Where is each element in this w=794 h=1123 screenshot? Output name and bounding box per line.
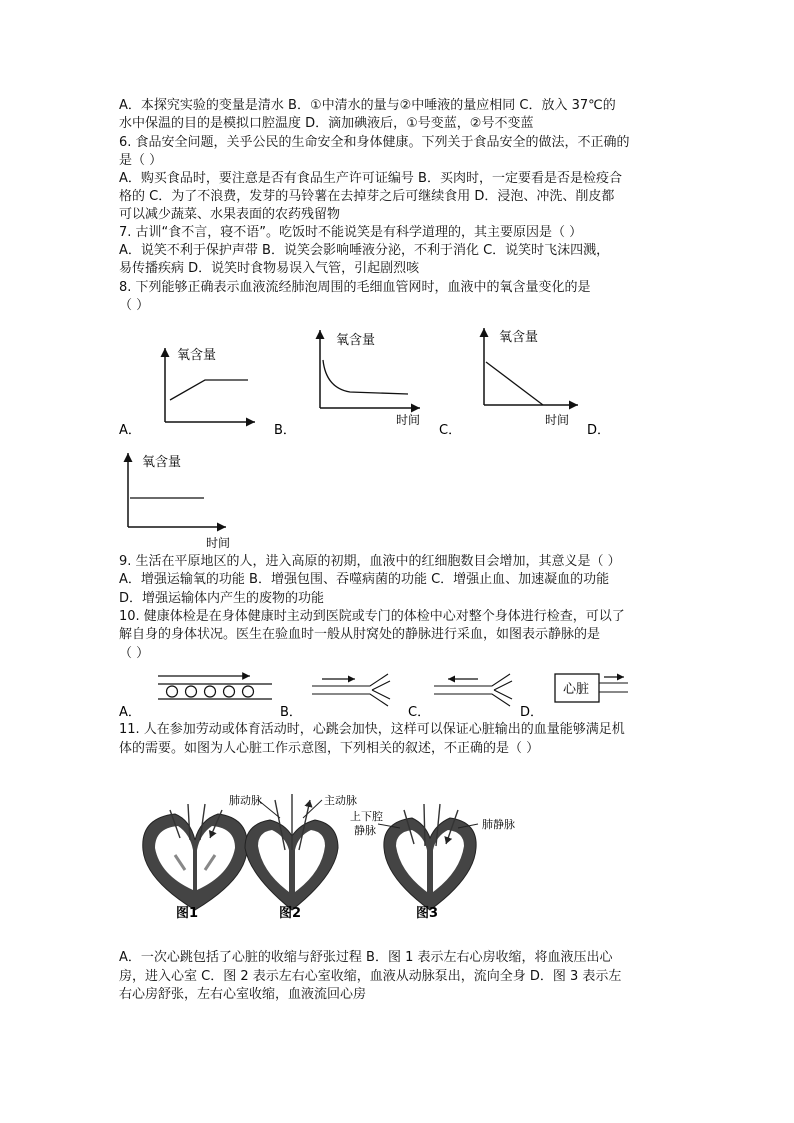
q11-option-line: A．一次心跳包括了心脏的收缩与舒张过程 B．图 1 表示左右心房收缩，将血液压出心 <box>119 950 613 965</box>
graph-a-label: A． <box>119 423 141 438</box>
q5-option-line: A．本探究实验的变量是清水 B．①中清水的量与②中唾液的量应相同 C．放入 37℃的 <box>119 98 616 113</box>
graph-a-ylabel: 氧含量 <box>177 348 217 363</box>
vessel-d-label: D． <box>520 705 544 720</box>
vessel-b <box>312 674 390 706</box>
graph-c-curve <box>486 362 543 405</box>
graph-a-curve <box>170 380 248 400</box>
q9-option-line: A．增强运输氧的功能 B．增强包围、吞噬病菌的功能 C．增强止血、加速凝血的功能 <box>119 572 610 587</box>
q9-stem: 9. 生活在平原地区的人，进入高原的初期，血液中的红细胞数目会增加，其意义是（ ） <box>119 554 621 569</box>
vessel-b-label: B． <box>280 705 302 720</box>
q8-stem: （ ） <box>119 298 150 313</box>
q6-option-line: 可以减少蔬菜、水果表面的农药残留物 <box>119 207 341 222</box>
q11-stem: 体的需要。如图为人心脏工作示意图，下列相关的叙述，不正确的是（ ） <box>119 741 540 756</box>
pulmonary-artery-label: 肺动脉 <box>229 794 262 807</box>
q11-stem: 11. 人在参加劳动或体育活动时，心跳会加快，这样可以保证心脏输出的血量能够满足机 <box>119 722 625 737</box>
q7-stem: 7. 古训“食不言，寝不语”。吃饭时不能说笑是有科学道理的，其主要原因是（ ） <box>119 225 583 240</box>
graph-d <box>128 453 230 550</box>
graph-d-label: D． <box>587 423 611 438</box>
q5-option-line: 水中保温的目的是模拟口腔温度 D．滴加碘液后，①号变蓝，②号不变蓝 <box>119 116 534 131</box>
q8-stem: 8. 下列能够正确表示血液流经肺泡周围的毛细血管网时，血液中的氧含量变化的是 <box>119 280 591 295</box>
graph-a <box>165 348 255 422</box>
fig3-label: 图3 <box>416 906 439 921</box>
heart-fig1 <box>143 804 247 910</box>
heart-fig2 <box>245 794 338 910</box>
q10-stem: 10. 健康体检是在身体健康时主动到医院或专门的体检中心对整个身体进行检查，可以了 <box>119 609 625 624</box>
pulmonary-vein-label: 肺静脉 <box>482 818 515 831</box>
vessel-a-label: A． <box>119 705 141 720</box>
graph-b-label: B． <box>274 423 296 438</box>
q6-stem: 6. 食品安全问题，关乎公民的生命安全和身体健康。下列关于食品安全的做法，不正确的 <box>119 135 630 150</box>
graph-b-curve <box>323 360 408 394</box>
fig2-label: 图2 <box>279 906 302 921</box>
graph-c-xlabel: 时间 <box>545 413 570 427</box>
graph-b-ylabel: 氧含量 <box>336 333 376 348</box>
q7-option-line: 易传播疾病 D．说笑时食物易误入气管，引起剧烈咳 <box>119 261 420 276</box>
heart-box-label: 心脏 <box>563 682 590 697</box>
graph-c-label: C． <box>439 423 462 438</box>
graph-b-xlabel: 时间 <box>396 413 421 427</box>
q6-option-line: A．购买食品时，要注意是否有食品生产许可证编号 B．买肉时，一定要看是否是检疫合 <box>119 171 622 186</box>
q11-option-line: 右心房舒张，左右心室收缩，血液流回心房 <box>119 987 367 1002</box>
q10-stem: （ ） <box>119 646 150 661</box>
vena-cava-label-2: 静脉 <box>354 824 376 837</box>
heart-fig3 <box>378 804 478 910</box>
vessel-c <box>434 674 512 706</box>
q11-option-line: 房，进入心室 C．图 2 表示左右心室收缩，血液从动脉泵出，流向全身 D．图 3 表示左 <box>119 969 622 984</box>
q11-heart-figure <box>0 780 794 930</box>
q6-stem: 是（ ） <box>119 153 163 168</box>
aorta-label: 主动脉 <box>324 794 357 807</box>
vessel-d <box>555 674 628 702</box>
q8-graphs <box>0 320 794 550</box>
q6-option-line: 格的 C．为了不浪费，发芽的马铃薯在去掉芽之后可继续食用 D．浸泡、冲洗、削皮都 <box>119 189 615 204</box>
q7-option-line: A．说笑不利于保护声带 B．说笑会影响唾液分泌，不利于消化 C．说笑时飞沫四溅， <box>119 243 610 258</box>
vessel-c-label: C． <box>408 705 431 720</box>
vessel-a <box>158 676 272 699</box>
vena-cava-label-1: 上下腔 <box>350 810 383 823</box>
graph-b <box>320 330 420 427</box>
q9-option-line: D．增强运输体内产生的废物的功能 <box>119 591 325 606</box>
q10-stem: 解自身的身体状况。医生在验血时一般从肘窝处的静脉进行采血，如图表示静脉的是 <box>119 627 601 642</box>
graph-d-ylabel: 氧含量 <box>142 455 182 470</box>
fig1-label: 图1 <box>176 906 199 921</box>
q10-vessel-figures <box>0 664 794 724</box>
graph-d-xlabel: 时间 <box>206 536 231 550</box>
graph-c <box>484 328 578 427</box>
graph-c-ylabel: 氧含量 <box>499 330 539 345</box>
